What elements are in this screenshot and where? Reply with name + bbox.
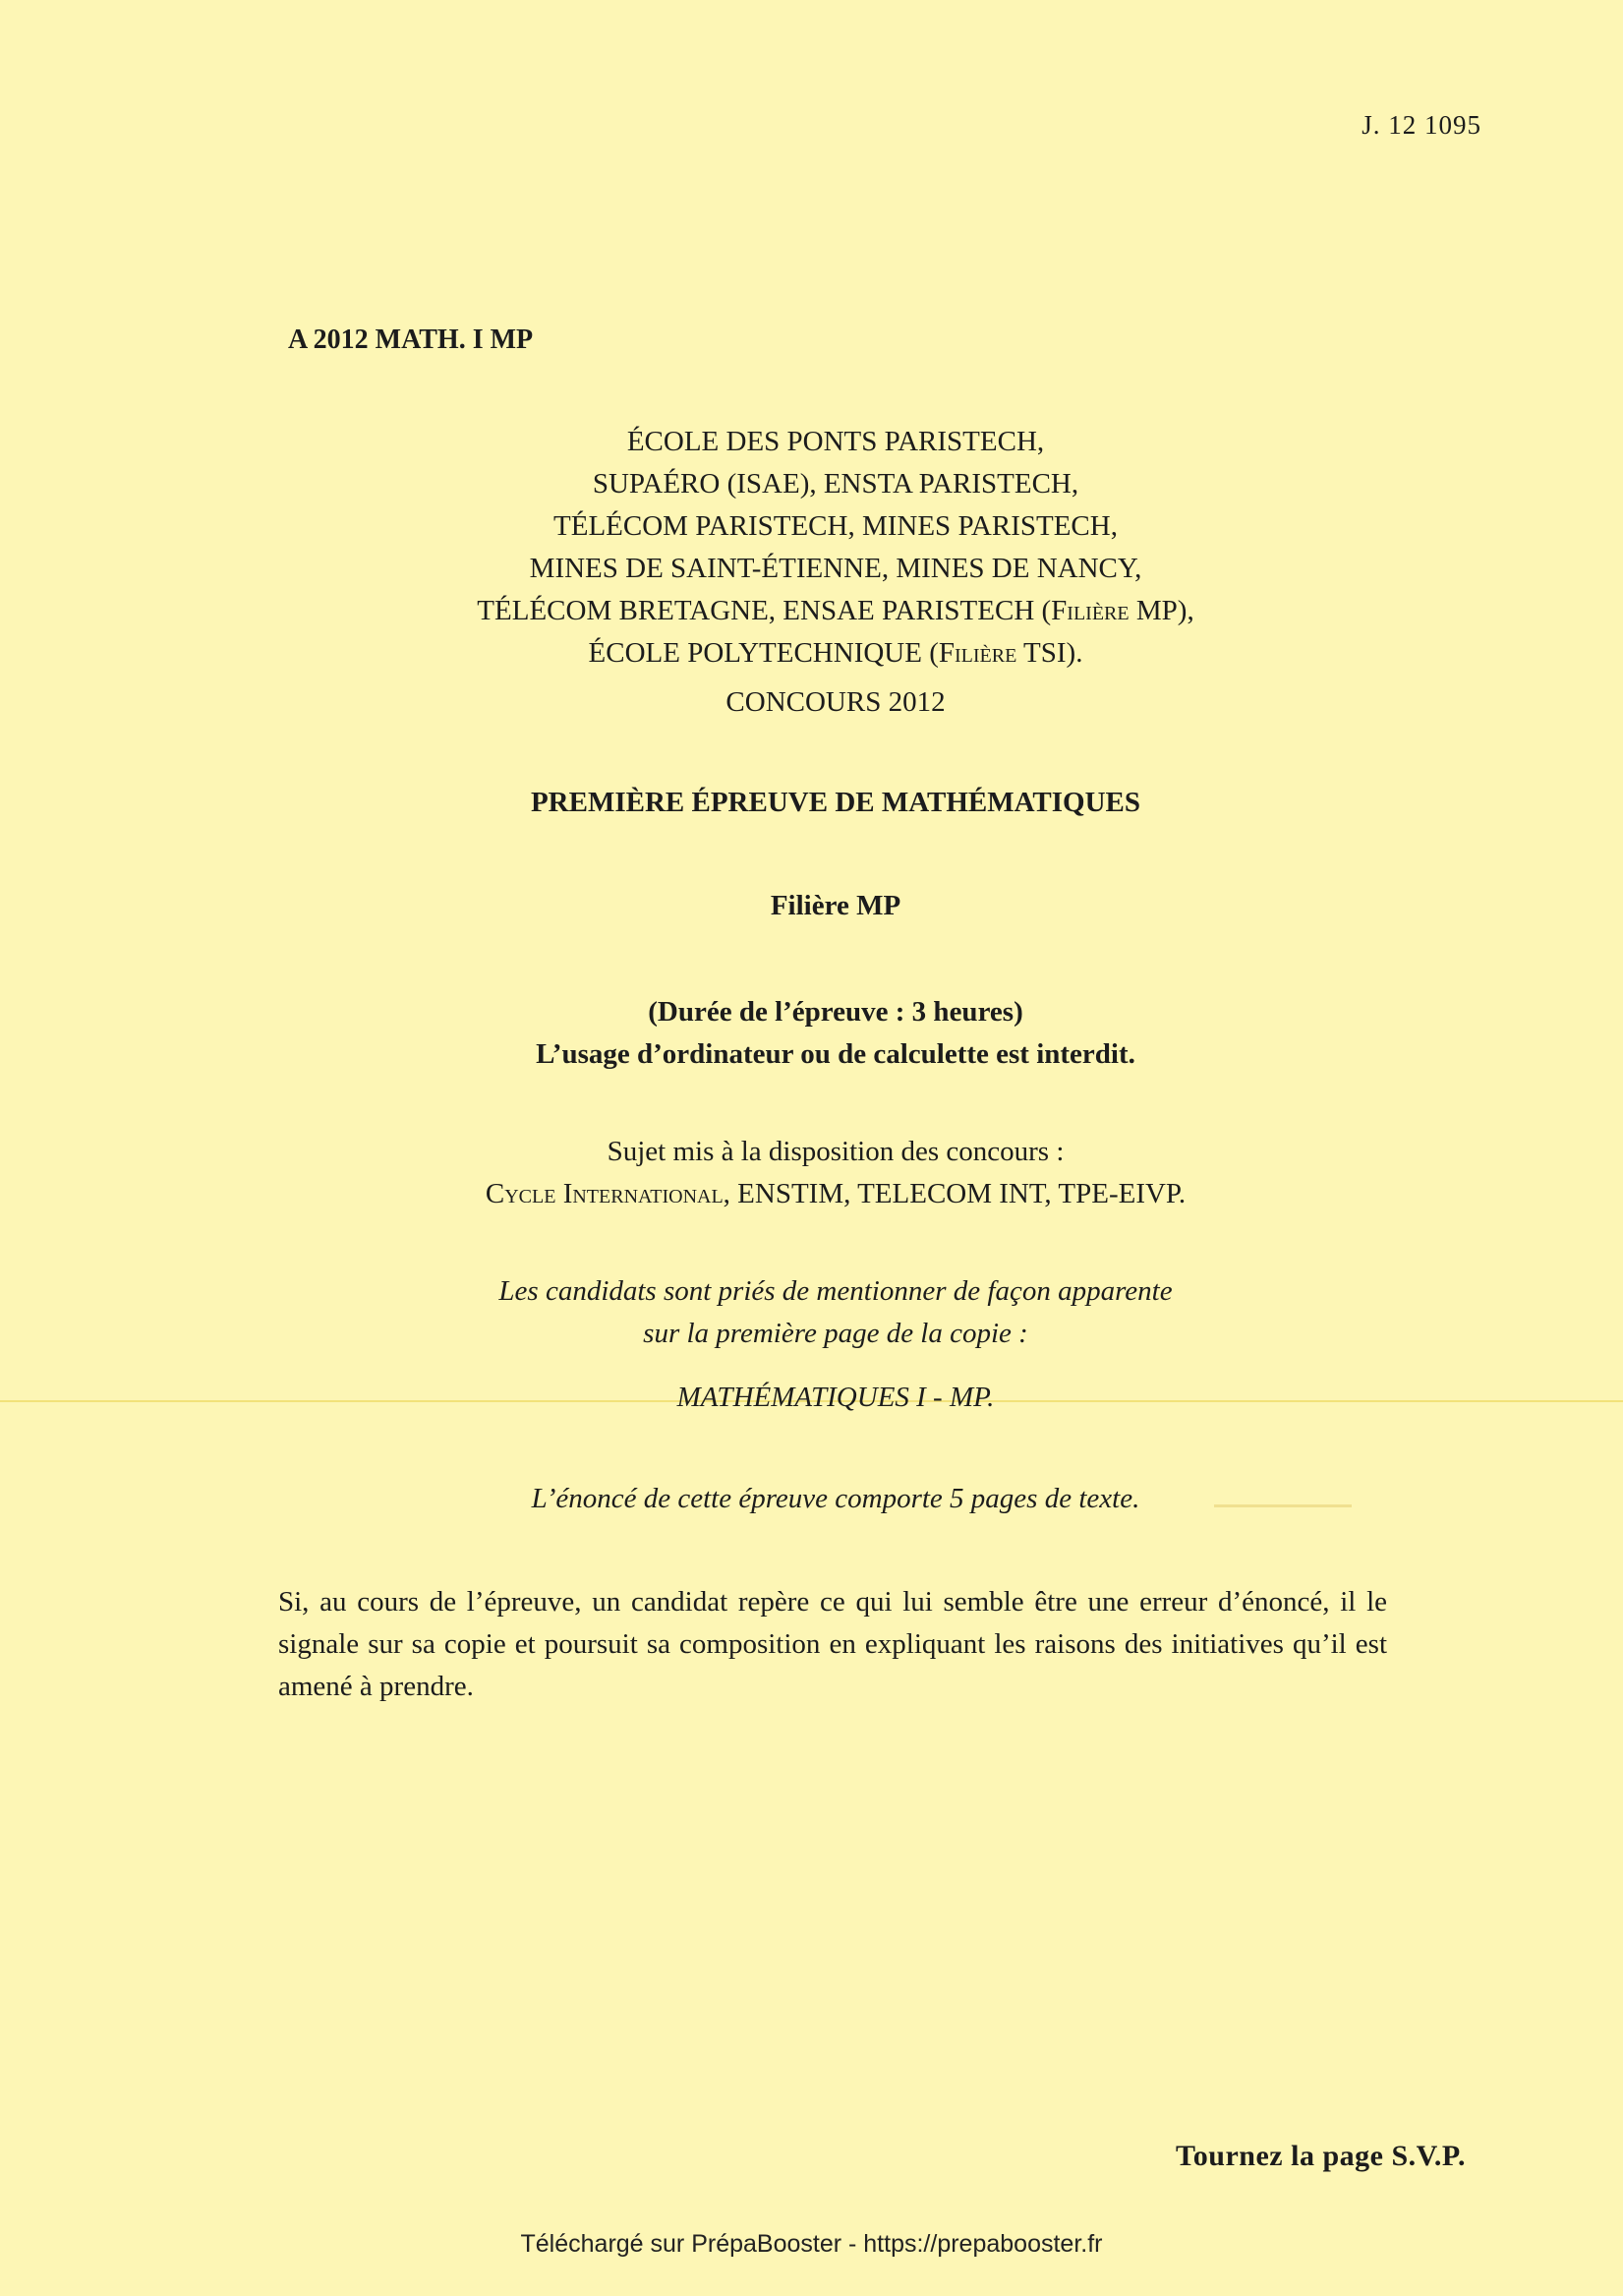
download-footer: Téléchargé sur PrépaBooster - https://prepabooster.fr: [520, 2230, 1103, 2258]
schools-list: [0, 421, 1623, 675]
school-line: SUPAÉRO (ISAE), ENSTA PARISTECH,: [592, 468, 1079, 500]
candidates-instruction: Les candidats sont priés de mentionner de façon apparente sur la première page de la copie :: [498, 1275, 1173, 1349]
school-line: TÉLÉCOM PARISTECH, MINES PARISTECH,: [553, 510, 1118, 542]
document-reference: J. 12 1095: [1362, 110, 1481, 140]
turn-page-note: Tournez la page S.V.P.: [1176, 2140, 1466, 2172]
page-count-note: L’énoncé de cette épreuve comporte 5 pages de texte.: [531, 1483, 1140, 1514]
sujet-line: Sujet mis à la disposition des concours :: [607, 1136, 1065, 1167]
school-line: MINES DE SAINT-ÉTIENNE, MINES DE NANCY,: [529, 553, 1142, 584]
error-instruction-paragraph: Si, au cours de l’épreuve, un candidat repère ce qui lui semble être une erreur d’énoncé, il le signale sur sa copie et poursuit sa composition en expliquant les raisons des initiatives qu’il est amené à prendre.: [278, 1586, 1387, 1702]
calculator-rule: L’usage d’ordinateur ou de calculette est interdit.: [536, 1038, 1135, 1070]
required-mention: MATHÉMATIQUES I - MP.: [676, 1382, 995, 1413]
exam-code: A 2012 MATH. I MP: [288, 324, 534, 355]
school-line: ÉCOLE POLYTECHNIQUE (Filière TSI).: [588, 637, 1083, 669]
filiere-label: Filière MP: [770, 890, 901, 921]
school-line: ÉCOLE DES PONTS PARISTECH,: [626, 426, 1045, 457]
concours-label: CONCOURS 2012: [725, 686, 946, 718]
school-line: TÉLÉCOM BRETAGNE, ENSAE PARISTECH (Filière MP),: [477, 595, 1194, 626]
duration-text: (Durée de l’épreuve : 3 heures): [648, 996, 1023, 1028]
sujet-block: [0, 1131, 1623, 1215]
duration-block: [0, 991, 1623, 1076]
exam-title: PREMIÈRE ÉPREUVE DE MATHÉMATIQUES: [530, 787, 1141, 818]
concours-list: Cycle International, ENSTIM, TELECOM INT, TPE-EIVP.: [485, 1178, 1187, 1209]
